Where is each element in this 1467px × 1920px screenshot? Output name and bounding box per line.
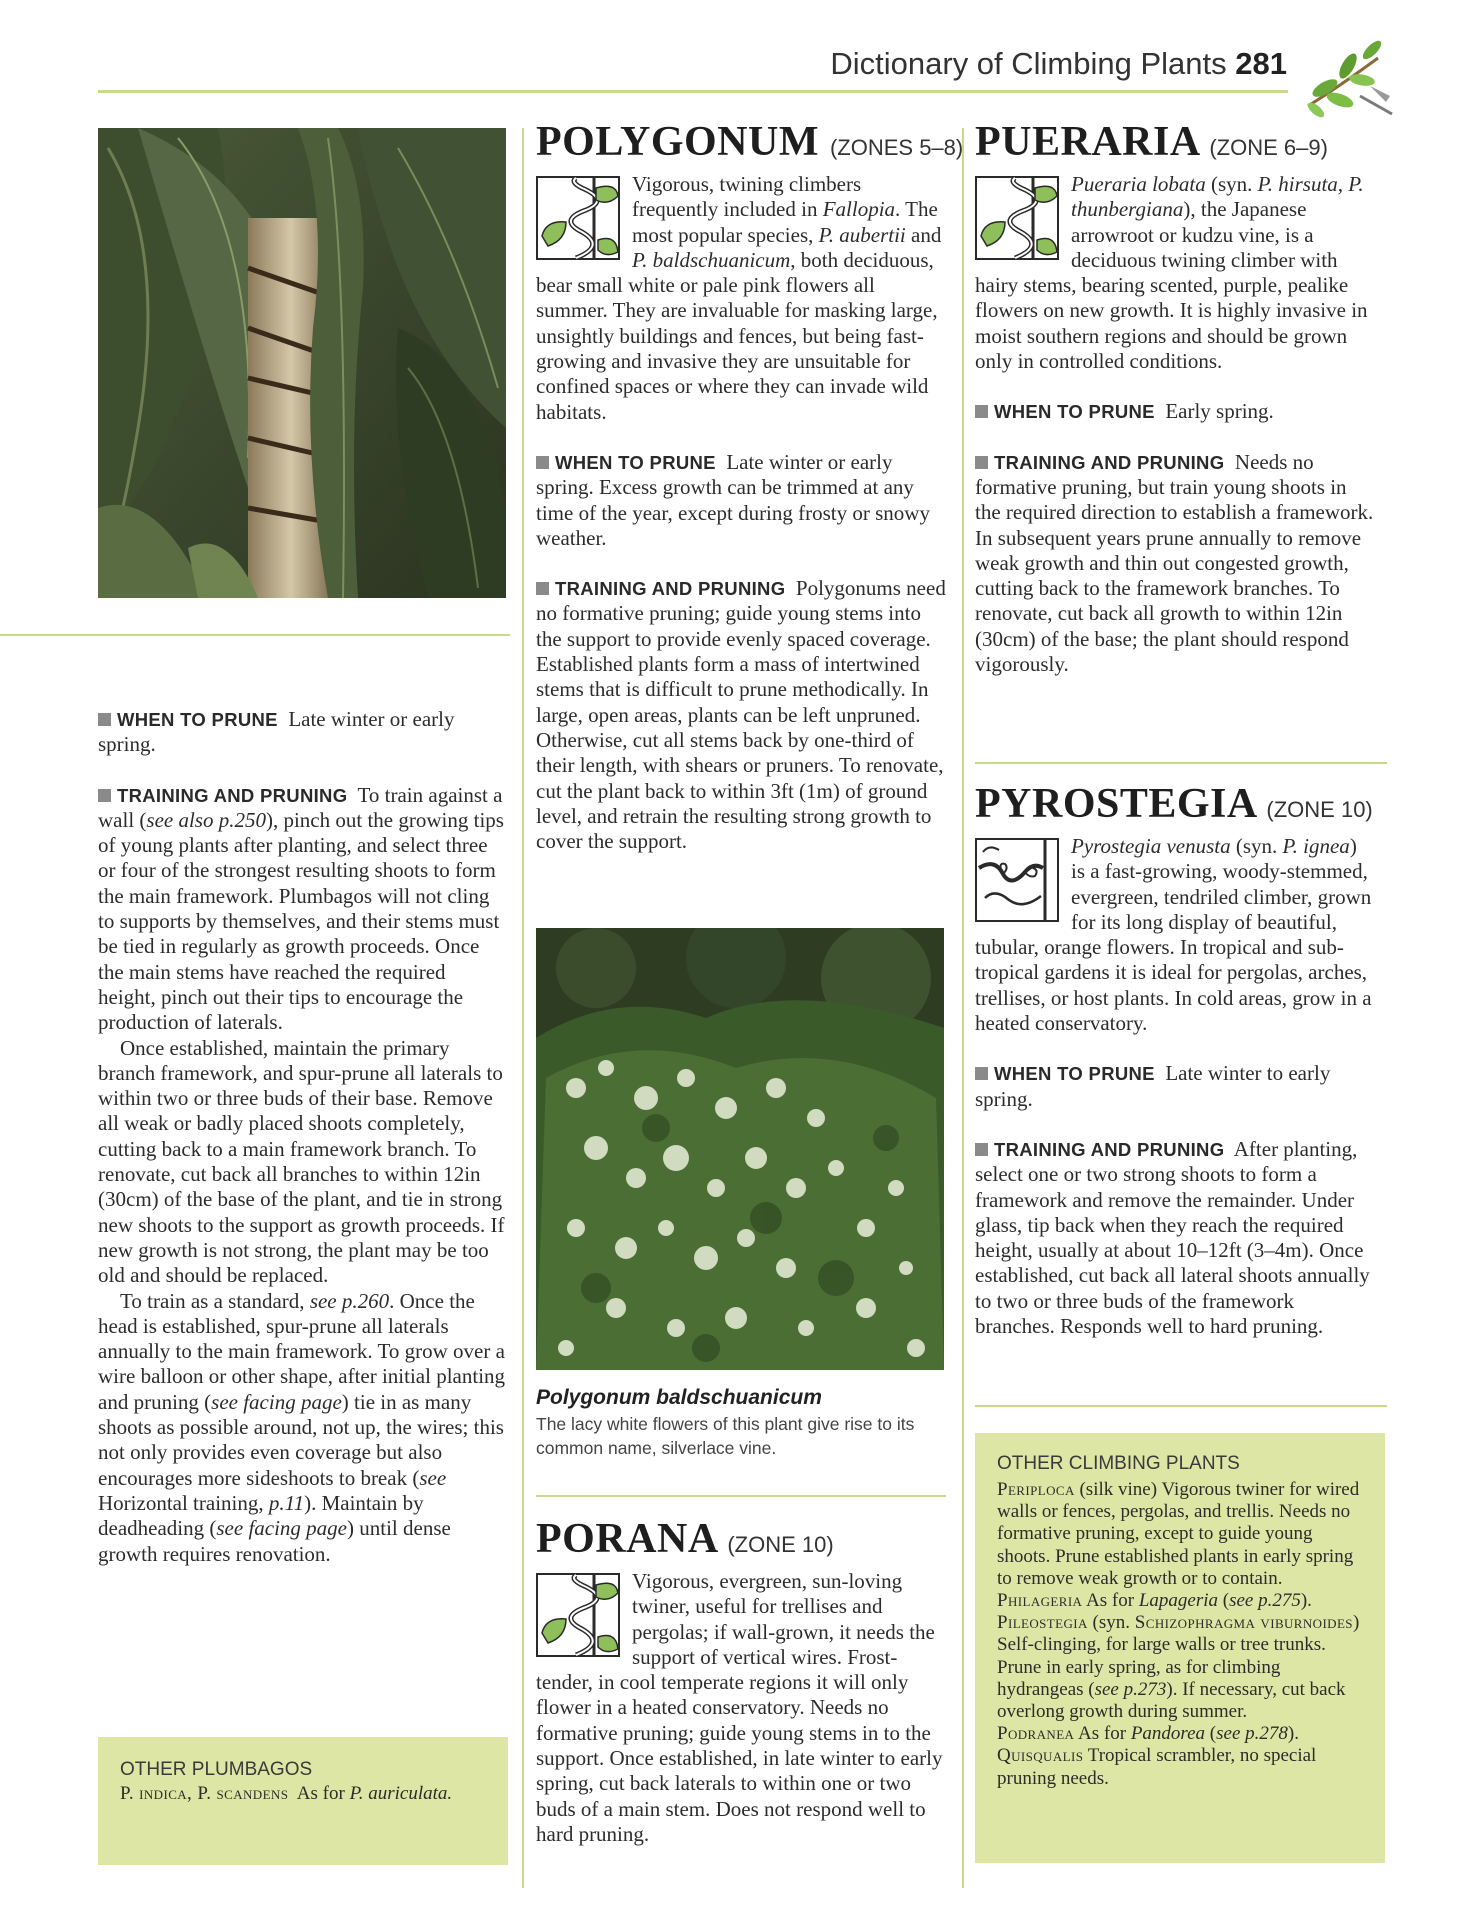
header-rule <box>98 90 1288 93</box>
bullet-square <box>975 1067 988 1080</box>
bullet-square <box>975 456 988 469</box>
pueraria-text: Pueraria lobata (syn. P. hirsuta, P. thunbergiana), the Japanese arrowroot or kudzu vine, is a deciduous twining climber with hairy stems, bearing scented, purple, pealike flowers on new growth. It is highly invasive in moist southern regions and should be grown only in controlled conditions. WHEN TO PRUNE Early spring. TRAINING AND PRUNING Needs no formative pruning, but train young shoots in the required direction to establish a framework. In subsequent years prune annually to remove weak growth and thin out congested growth, cutting back to the framework branches. To renovate, cut back all growth to within 12in (30cm) of the base; the plant should respond vigorously. <box>975 172 1374 677</box>
training-label: TRAINING AND PRUNING <box>117 784 348 806</box>
running-header-title: Dictionary of Climbing Plants <box>830 46 1227 81</box>
page-number: 281 <box>1235 46 1287 81</box>
other-climbing-title: OTHER CLIMBING PLANTS <box>997 1453 1240 1474</box>
pyrostegia-when-to-prune: WHEN TO PRUNE Late winter to early spring. <box>975 1061 1331 1111</box>
polygonum-entry <box>536 118 964 854</box>
other-plumbagos-title: OTHER PLUMBAGOS <box>120 1759 313 1780</box>
caption-title: Polygonum baldschuanicum <box>536 1386 822 1409</box>
porana-heading: PORANA (ZONE 10) <box>536 1516 834 1562</box>
left-when-to-prune: WHEN TO PRUNE Late winter or early spring. <box>98 707 455 757</box>
polygonum-heading: POLYGONUM (ZONES 5–8) <box>536 119 964 165</box>
column-divider-2 <box>962 128 964 1888</box>
tendril-climber-icon <box>975 838 1059 922</box>
pileostegia-item: Pileostegia (syn. Schizophragma viburnoides) Self-clinging, for large walls or tree trunks. Prune in early spring, as for climbing hydrangeas (see p.273). If necessary, cut back overlong growth during summer. <box>997 1612 1360 1723</box>
left-training-p3: To train as a standard, see p.260. Once the head is established, spur-prune all laterals annually to the main framework. To grow over a wire balloon or other shape, after initial planting and pruning (see facing page) tie in as many shoots as possible around, not up, the wires; this not only provides even coverage but also encourages more sideshoots to break (see Horizontal training, p.11). Maintain by deadheading (see facing page) until dense growth requires renovation. <box>98 1288 506 1566</box>
other-plumbagos-text: P. indica, P. scandens As for P. auriculata. <box>120 1783 453 1804</box>
pueraria-entry <box>975 118 1375 677</box>
left-training-p2: Once established, maintain the primary branch framework, and spur-prune all laterals to within two or three buds of their base. Remove all weak or badly placed shoots completely, cutting back to a main framework branch. To renovate, cut back all branches to within 12in (30cm) of the base of the plant, and tie in strong new shoots to the support as growth proceeds. If new growth is not strong, the plant may be too old and should be replaced. <box>98 1035 505 1288</box>
twining-climber-icon <box>975 176 1059 260</box>
philageria-item: Philageria As for Lapageria (see p.275). <box>997 1590 1312 1612</box>
left-column-rule <box>0 634 510 636</box>
pueraria-training: TRAINING AND PRUNING Needs no formative pruning, but train young shoots in the required direction to establish a framework. In subsequent years prune annually to remove weak growth and thin out congested growth, cutting back to the framework branches. To renovate, cut back all growth to within 12in (30cm) of the base; the plant should respond vigorously. <box>975 449 1374 677</box>
pueraria-when-to-prune: WHEN TO PRUNE Early spring. <box>975 399 1375 424</box>
porana-rule <box>536 1495 946 1497</box>
bullet-square <box>975 1143 988 1156</box>
caption-text: The lacy white flowers of this plant give rise to its common name, silverlace vine. <box>536 1414 915 1458</box>
pyrostegia-heading: PYROSTEGIA (ZONE 10) <box>975 781 1373 827</box>
other-climbing-text <box>997 1479 1363 1790</box>
left-column-text <box>98 707 508 1567</box>
other-climbing-rule <box>975 1405 1387 1407</box>
polygonum-when-to-prune: WHEN TO PRUNE Late winter or early spring. Excess growth can be trimmed at any time of the year, except during frosty or snowy weather. <box>536 449 930 550</box>
plant-photo-polygonum <box>536 928 944 1370</box>
other-plumbagos-box <box>98 1737 508 1865</box>
leaf-sprig-logo <box>1300 36 1400 126</box>
bullet-square <box>975 405 988 418</box>
quisqualis-item: Quisqualis Tropical scrambler, no special pruning needs. <box>997 1745 1317 1789</box>
pyrostegia-training: TRAINING AND PRUNING After planting, select one or two strong shoots to form a framework and remove the remainder. Under glass, tip back when they reach the required height, usually at about 10–12ft (3–4m). Once established, cut back all lateral shoots annually to two or three buds of the framework branches. Responds well to hard pruning. <box>975 1136 1370 1339</box>
column-divider-1 <box>522 128 524 1888</box>
twining-climber-icon <box>536 1573 620 1657</box>
pyrostegia-entry <box>975 780 1375 1339</box>
when-to-prune-label: WHEN TO PRUNE <box>117 709 278 730</box>
podranea-item: Podranea As for Pandorea (see p.278). <box>997 1723 1299 1745</box>
porana-text: Vigorous, evergreen, sun-loving twiner, useful for trellises and pergolas; if wall-grown, it needs the support of vertical wires. Frost-tender, in cool temperate regions it will only flower in a heated conservatory. Needs no formative pruning; guide young stems in to the support. Once established, in late winter to early spring, cut back laterals to within one or two buds of a main stem. Does not respond well to hard pruning. <box>536 1569 943 1846</box>
twining-climber-icon <box>536 176 620 260</box>
bullet-square <box>536 582 549 595</box>
plant-photo-philodendron <box>98 128 506 598</box>
pueraria-heading: PUERARIA (ZONE 6–9) <box>975 119 1328 165</box>
running-header <box>830 46 1287 82</box>
periploca-item: Periploca (silk vine) Vigorous twiner for wired walls or fences, pergolas, and trellis. Needs no formative pruning, except to guide young shoots. Prune established plants in early spring to remove weak growth or to contain. <box>997 1479 1360 1589</box>
other-climbing-plants-box <box>975 1433 1385 1863</box>
bullet-square <box>98 789 111 802</box>
polygonum-training: TRAINING AND PRUNING Polygonums need no formative pruning; guide young stems into the support to provide evenly spaced coverage. Established plants form a mass of intertwined stems that is difficult to prune methodically. In large, open areas, plants can be left unpruned. Otherwise, cut all stems back by one-third of their length, with shears or pruners. To renovate, cut the plant back to within 3ft (1m) of ground level, and retrain the resulting strong growth to cover the support. <box>536 576 946 854</box>
pyrostegia-text: Pyrostegia venusta (syn. P. ignea) is a fast-growing, woody-stemmed, evergreen, tendriled climber, grown for its long display of beautiful, tubular, orange flowers. In tropical and sub-tropical gardens it is ideal for pergolas, arches, trellises, or host plants. In cold areas, grow in a heated conservatory. WHEN TO PRUNE Late winter to early spring. TRAINING AND PRUNING After planting, select one or two strong shoots to form a framework and remove the remainder. Under glass, tip back when they reach the required height, usually at about 10–12ft (3–4m). Once established, cut back all lateral shoots annually to two or three buds of the framework branches. Responds well to hard pruning. <box>975 834 1375 1339</box>
left-training-p1: TRAINING AND PRUNING To train against a wall (see also p.250), pinch out the growing tips of young plants after planting, and select three or four of the strongest resulting shoots to form the main framework. Plumbagos will not cling to supports by themselves, and their stems must be tied in regularly as growth proceeds. Once the main stems have reached the required height, pinch out their tips to encourage the production of laterals. <box>98 782 504 1035</box>
bullet-square <box>98 713 111 726</box>
porana-entry <box>536 1515 946 1847</box>
polygonum-caption <box>536 1386 946 1460</box>
pyrostegia-rule <box>975 762 1387 764</box>
polygonum-text: Vigorous, twining climbers frequently included in Fallopia. The most popular species, P. aubertii and P. baldschuanicum, both deciduous, bear small white or pale pink flowers all summer. They are invaluable for masking large, unsightly buildings and fences, but being fast-growing and invasive they are unsuitable for confined spaces or where they can invade wild habitats. WHEN TO PRUNE Late winter or early spring. Excess growth can be trimmed at any time of the year, except during frosty or snowy weather. TRAINING AND PRUNING Polygonums need no formative pruning; guide young stems into the support to provide evenly spaced coverage. Established plants form a mass of intertwined stems that is difficult to prune methodically. In large, open areas, plants can be left unpruned. Otherwise, cut all stems back by one-third of their length, with shears or pruners. To renovate, cut the plant back to within 3ft (1m) of ground level, and retrain the resulting strong growth to cover the support. <box>536 172 946 854</box>
bullet-square <box>536 456 549 469</box>
